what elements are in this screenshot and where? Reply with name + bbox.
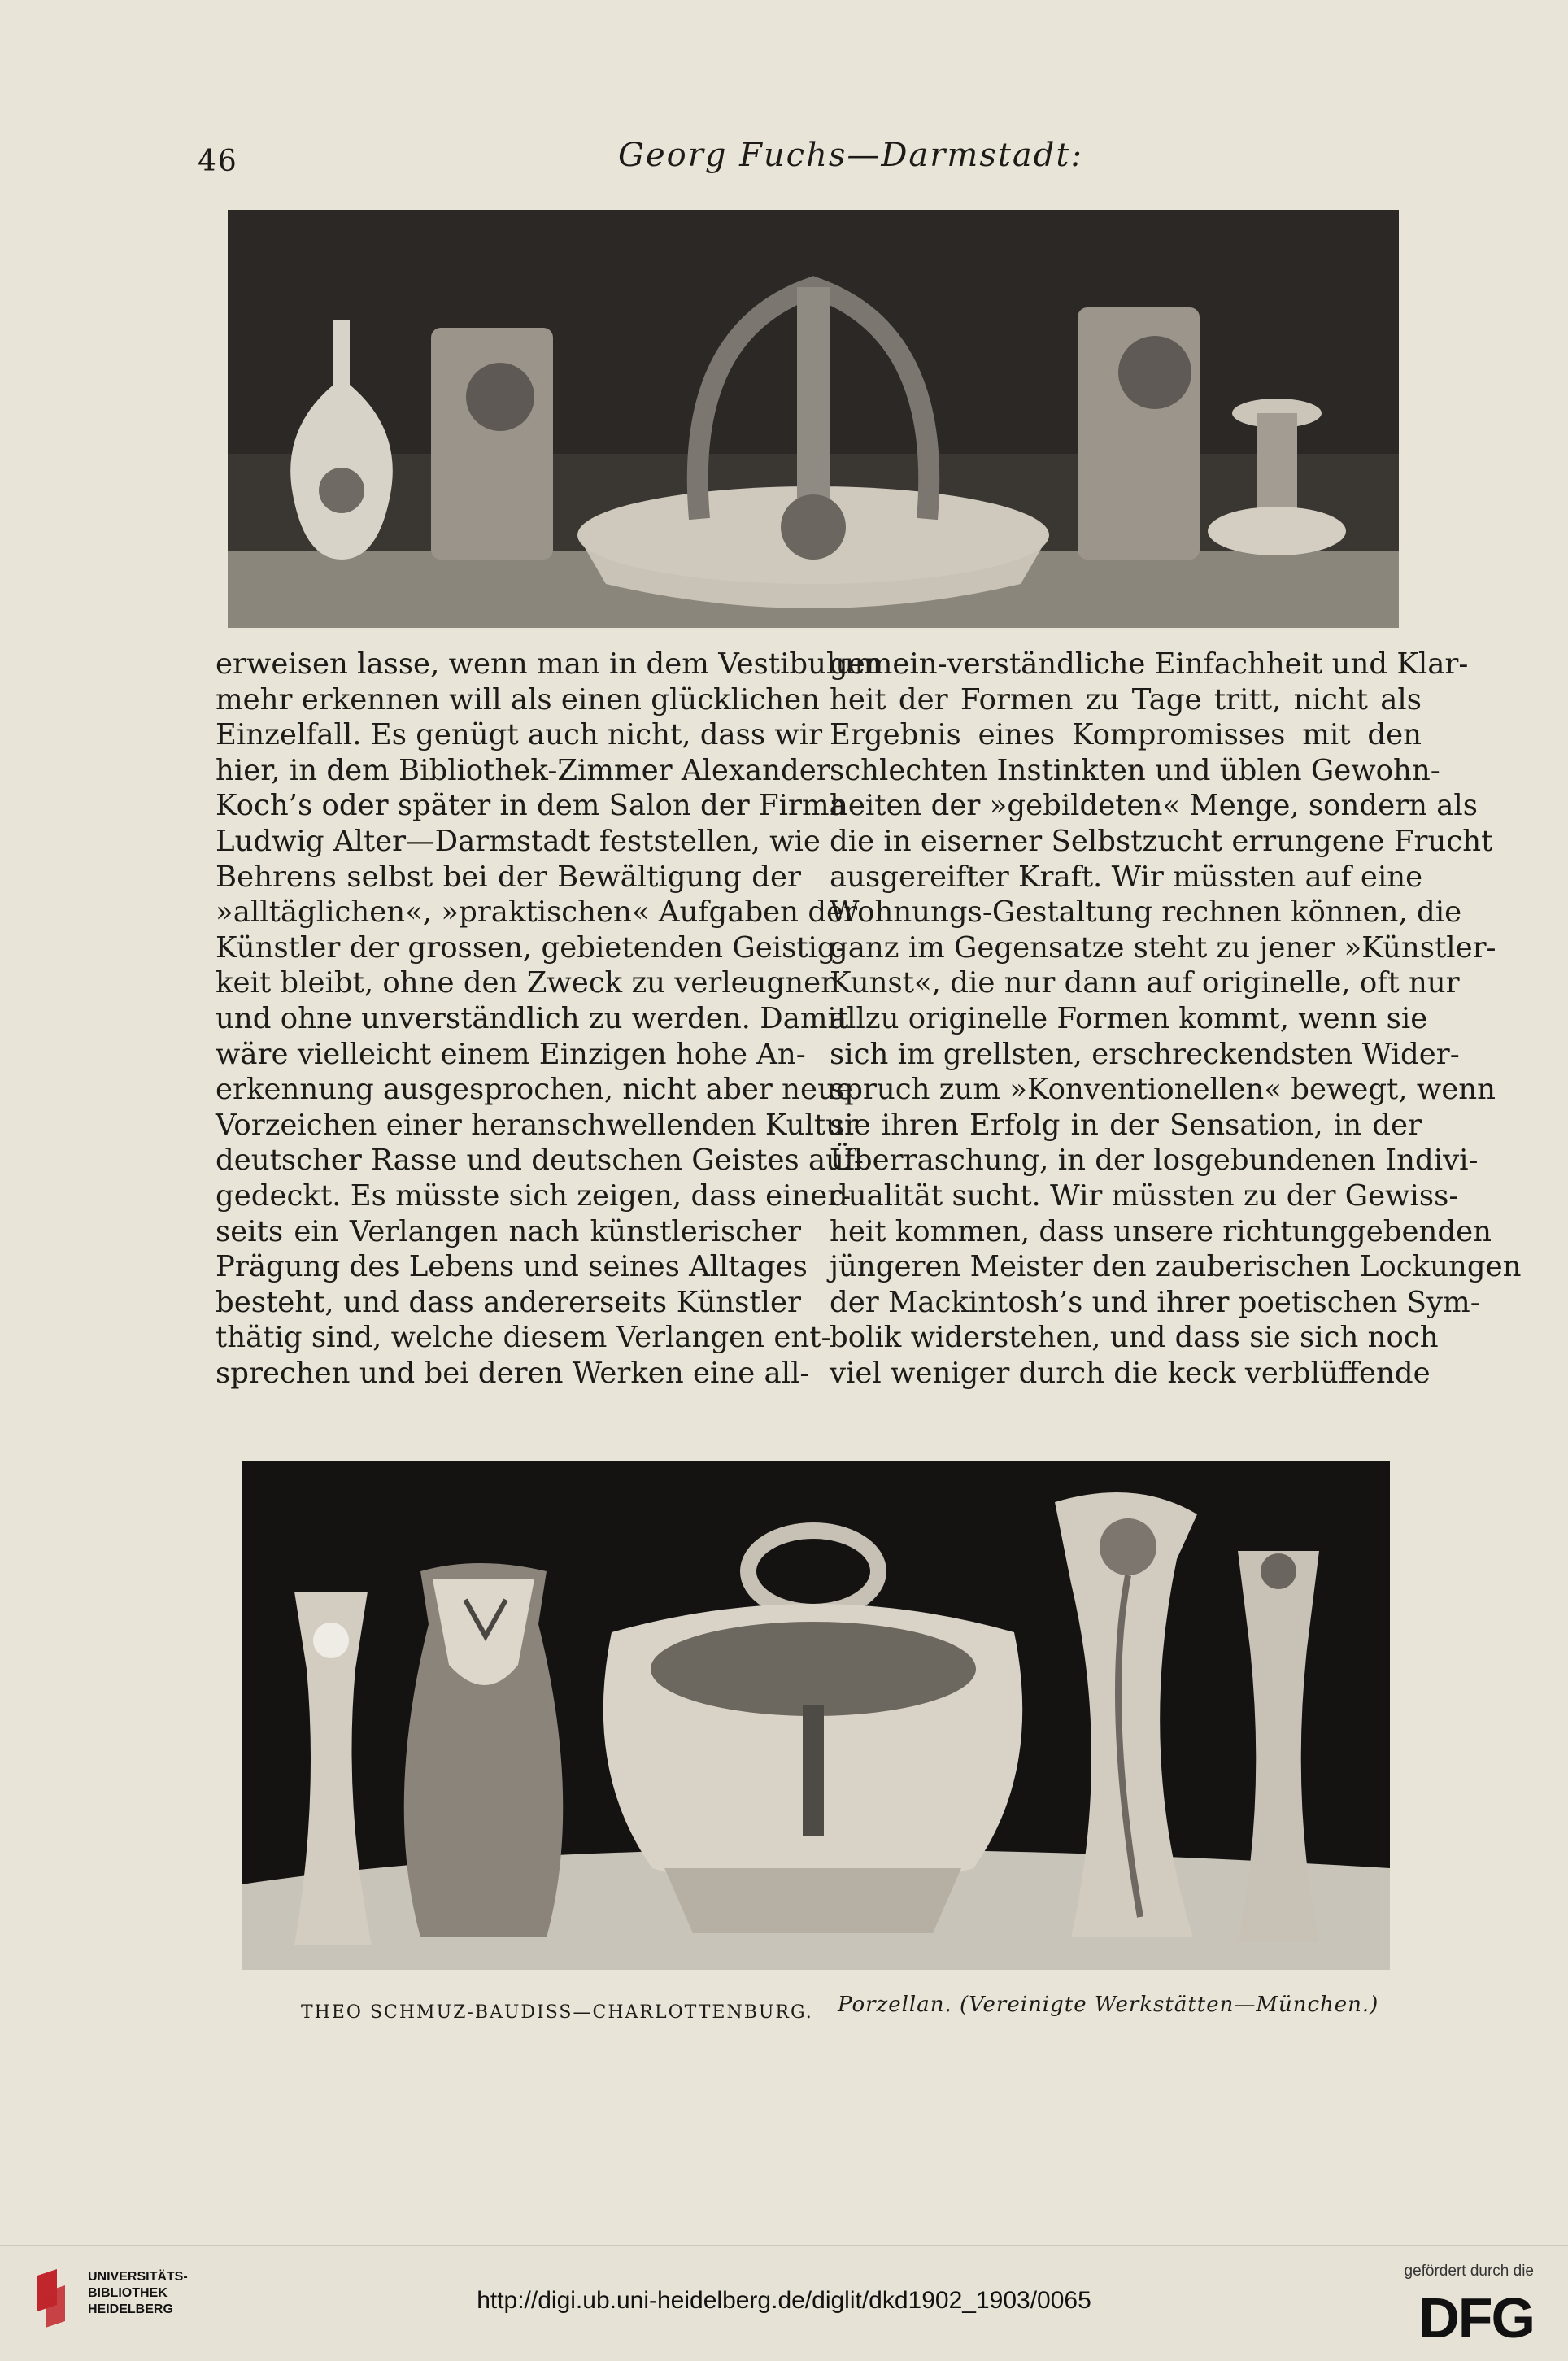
text-line: Einzelfall. Es genügt auch nicht, dass wir — [216, 718, 823, 752]
text-line: bolik widerstehen, und dass sie sich noch — [830, 1321, 1439, 1355]
page-number: 46 — [198, 145, 238, 178]
text-line: gemein-verständliche Einfachheit und Klar- — [830, 647, 1469, 681]
text-line: Vorzeichen einer heranschwellenden Kultur — [216, 1108, 858, 1142]
text-line: schlechten Instinkten und üblen Gewohn- — [830, 753, 1440, 787]
text-line: Wohnungs-Gestaltung rechnen können, die — [830, 895, 1462, 930]
porcelain-vases-image-bottom — [242, 1461, 1390, 1970]
text-line: ausgereifter Kraft. Wir müssten auf eine — [830, 860, 1423, 894]
right-text-column — [830, 647, 1522, 1391]
text-line: gedeckt. Es müsste sich zeigen, dass einer- — [216, 1178, 852, 1213]
text-line: »alltäglichen«, »praktischen« Aufgaben der — [216, 895, 858, 930]
text-line: sich im grellsten, erschreckendsten Wider- — [830, 1037, 1460, 1071]
text-line: wäre vielleicht einem Einzigen hohe An- — [216, 1037, 806, 1071]
porcelain-photo-bottom — [242, 1461, 1390, 1970]
left-text-column — [216, 647, 882, 1391]
text-line: mehr erkennen will als einen glücklichen — [216, 682, 820, 717]
text-line: jüngeren Meister den zauberischen Lockungen — [830, 1250, 1522, 1284]
text-line: ganz im Gegensatze steht zu jener »Künstler- — [830, 930, 1496, 965]
text-line: Überraschung, in der losgebundenen Indivi- — [830, 1143, 1479, 1178]
running-title: Georg Fuchs—Darmstadt: — [618, 137, 1083, 174]
text-line: thätig sind, welche diesem Verlangen ent- — [216, 1321, 831, 1355]
text-line: und ohne unverständlich zu werden. Damit — [216, 1001, 849, 1035]
text-line: seits ein Verlangen nach künstlerischer — [216, 1214, 801, 1248]
text-line: besteht, und dass andererseits Künstler — [216, 1285, 801, 1319]
text-line: Ludwig Alter—Darmstadt feststellen, wie — [216, 824, 821, 858]
text-line: die in eiserner Selbstzucht errungene Frucht — [830, 824, 1493, 858]
text-line: sprechen und bei deren Werken eine all- — [216, 1356, 810, 1390]
text-line: deutscher Rasse und deutschen Geistes auf- — [216, 1143, 864, 1178]
text-line: Behrens selbst bei der Bewältigung der — [216, 860, 801, 894]
caption-material: Porzellan. (Vereinigte Werkstätten—München.) — [838, 1993, 1379, 2017]
text-line: Künstler der grossen, gebietenden Geistig- — [216, 930, 846, 965]
text-line: Koch’s oder später in dem Salon der Firma — [216, 789, 847, 823]
footer-divider — [0, 2245, 1568, 2246]
text-line: erkennung ausgesprochen, nicht aber neue — [216, 1073, 853, 1107]
text-line: viel weniger durch die keck verblüffende — [830, 1356, 1431, 1390]
text-line: dualität sucht. Wir müssten zu der Gewiss- — [830, 1178, 1459, 1213]
library-name-line: UNIVERSITÄTS- — [88, 2270, 188, 2284]
text-line: heit kommen, dass unsere richtunggebenden — [830, 1214, 1492, 1248]
text-line: heit der Formen zu Tage tritt, nicht als — [830, 682, 1422, 717]
text-line: Ergebnis eines Kompromisses mit den — [830, 718, 1422, 752]
viewer-footer — [0, 2245, 1568, 2361]
library-name-line: BIBLIOTHEK — [88, 2286, 168, 2300]
dfg-logo: DFG — [1418, 2286, 1534, 2350]
text-line: hier, in dem Bibliothek-Zimmer Alexander — [216, 753, 830, 787]
text-line: allzu originelle Formen kommt, wenn sie — [830, 1001, 1428, 1035]
text-line: spruch zum »Konventionellen« bewegt, wenn — [830, 1073, 1496, 1107]
text-line: Kunst«, die nur dann auf originelle, oft nur — [830, 966, 1460, 1000]
text-line: der Mackintosh’s und ihrer poetischen Sym- — [830, 1285, 1480, 1319]
text-line: sie ihren Erfolg in der Sensation, in der — [830, 1108, 1422, 1142]
permalink-url[interactable]: http://digi.ub.uni-heidelberg.de/diglit/dkd1902_1903/0065 — [477, 2287, 1091, 2314]
library-name-line: HEIDELBERG — [88, 2302, 173, 2316]
text-line: Prägung des Lebens und seines Alltages — [216, 1250, 808, 1284]
text-line: erweisen lasse, wenn man in dem Vestibulum — [216, 647, 882, 681]
text-line: heiten der »gebildeten« Menge, sondern als — [830, 789, 1478, 823]
text-line: keit bleibt, ohne den Zweck zu verleugnen — [216, 966, 840, 1000]
caption-artist: THEO SCHMUZ-BAUDISS—CHARLOTTENBURG. — [301, 2002, 813, 2023]
porcelain-vases-image-top — [228, 210, 1399, 625]
funded-by-label: gefördert durch die — [1404, 2263, 1534, 2280]
porcelain-photo-top — [228, 210, 1399, 628]
